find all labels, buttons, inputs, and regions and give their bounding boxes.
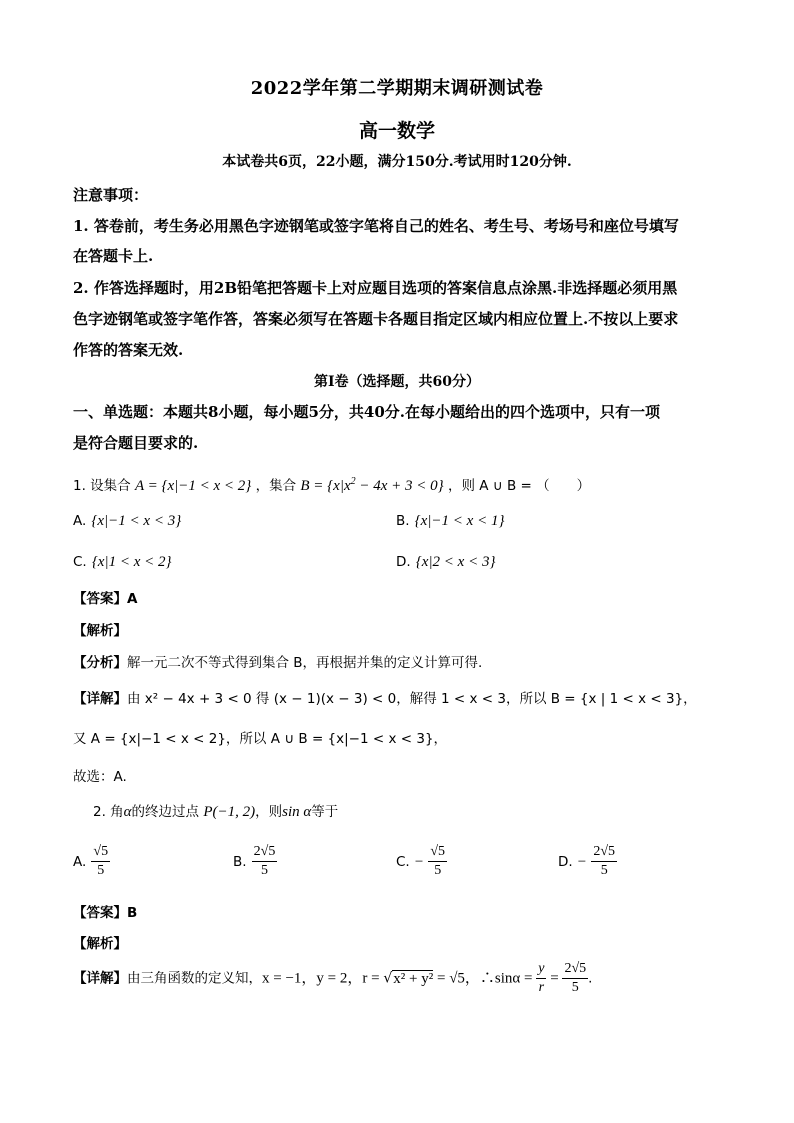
q1-option-b: B. {x|−1 < x < 1} <box>396 513 505 529</box>
q2-answer: 【答案】B <box>73 905 138 921</box>
notes-heading: 注意事项： <box>73 186 149 204</box>
q1-detail-1: 【详解】由 x² − 4x + 3 < 0 得 (x − 1)(x − 3) < 0，解得 1 < x < 3，所以 B = {x | 1 < x < 3}， <box>73 691 697 707</box>
question-2-stem: 2. 角α的终边过点 P(−1, 2)，则sin α等于 <box>93 804 339 820</box>
point-p: P(−1, 2) <box>203 804 256 820</box>
q1-answer: 【答案】A <box>73 591 138 607</box>
question-1-end: ，则 A ∪ B = （ ） <box>447 478 591 494</box>
note-2-line-1: 2. 作答选择题时，用2B铅笔把答题卡上对应题目选项的答案信息点涂黑.非选择题必须用黑 <box>73 279 678 297</box>
section-instruction-line-1: 一、单选题：本题共8小题，每小题5分，共40分.在每小题给出的四个选项中，只有一项 <box>73 403 660 421</box>
q1-option-a: A. {x|−1 < x < 3} <box>73 513 182 529</box>
q1-fenxi: 【分析】解一元二次不等式得到集合 B，再根据并集的定义计算可得. <box>73 655 483 671</box>
note-2-line-3: 作答的答案无效. <box>73 341 184 359</box>
note-2-line-2: 色字迹钢笔或签字笔作答，答案必须写在答题卡各题目指定区域内相应位置上.不按以上要求 <box>73 310 679 328</box>
q2-option-a: A. $\frac{√5}{5}$ <box>73 844 109 878</box>
exam-subject: 高一数学 <box>358 120 435 142</box>
set-a: A = {x|−1 < x < 2} <box>134 478 252 494</box>
q2-option-b: B. $\frac{2√5}{5}$ <box>233 844 276 878</box>
q1-option-d: D. {x|2 < x < 3} <box>396 554 496 570</box>
question-1-stem <box>73 474 590 495</box>
q2-analysis-tag: 【解析】 <box>73 936 127 952</box>
q2-option-c: C. − $\frac{√5}{5}$ <box>396 844 446 878</box>
q2-detail: 【详解】由三角函数的定义知，x = −1，y = 2，r = √x² + y² = √5，∴sinα = $\frac{y}{r}$ = $\frac{2√5}{5}$ . <box>73 961 593 995</box>
q1-option-c: C. {x|1 < x < 2} <box>73 554 172 570</box>
q1-analysis-tag: 【解析】 <box>73 623 127 639</box>
note-1-line-1: 1. 答卷前，考生务必用黑色字迹钢笔或签字笔将自己的姓名、考生号、考场号和座位号填写 <box>73 217 679 235</box>
section-title: 第Ⅰ卷（选择题，共60分） <box>313 374 481 390</box>
set-b: $B = \{x|x^2 - 4x + 3 < 0\}$ <box>300 476 444 494</box>
exam-info: 本试卷共6页，22小题，满分150分.考试用时120分钟. <box>222 154 572 170</box>
note-1-line-2: 在答题卡上. <box>73 247 154 265</box>
q1-detail-2: 又 A = {x|−1 < x < 2}，所以 A ∪ B = {x|−1 < x < 3}， <box>73 731 448 747</box>
q1-conclusion: 故选：A. <box>73 769 127 785</box>
q2-option-d: D. − $\frac{2√5}{5}$ <box>558 844 616 878</box>
question-1-number: 1. 设集合 <box>73 478 131 494</box>
section-instruction-line-2: 是符合题目要求的. <box>73 434 199 452</box>
exam-title: 2022学年第二学期期末调研测试卷 <box>250 78 544 99</box>
question-1-mid: ，集合 <box>255 478 297 494</box>
